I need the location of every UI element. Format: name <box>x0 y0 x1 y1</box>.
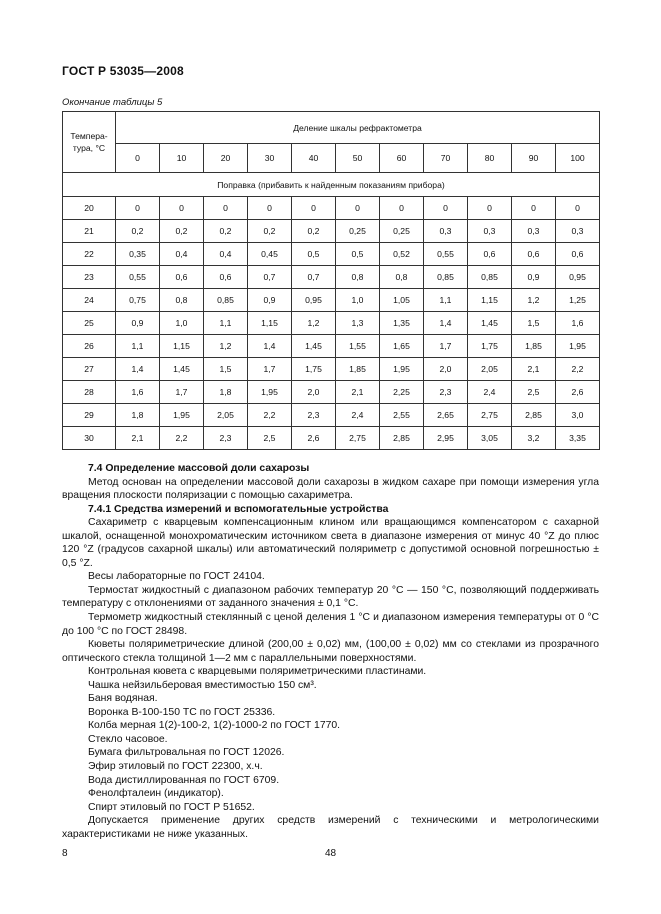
correction-cell: 2,3 <box>204 427 248 450</box>
correction-cell: 2,2 <box>556 358 600 381</box>
table-row <box>63 381 600 404</box>
correction-cell: 1,2 <box>512 289 556 312</box>
division-header-cell: 40 <box>292 144 336 173</box>
paragraph: Термостат жидкостный с диапазоном рабочих температур 20 °С — 150 °С, позволяющий поддерживать температуру с отклонениями от заданного значения ± 0,1 °С. <box>62 584 599 610</box>
temperature-cell: 28 <box>63 381 116 404</box>
correction-cell: 1,85 <box>512 335 556 358</box>
table-row <box>63 358 600 381</box>
temperature-cell: 23 <box>63 266 116 289</box>
correction-cell: 0,9 <box>248 289 292 312</box>
correction-cell: 0,8 <box>160 289 204 312</box>
paragraph: Вода дистиллированная по ГОСТ 6709. <box>88 774 280 786</box>
correction-cell: 1,55 <box>336 335 380 358</box>
correction-cell: 0 <box>204 197 248 220</box>
correction-cell: 2,95 <box>424 427 468 450</box>
paragraph: Баня водяная. <box>88 693 158 705</box>
correction-cell: 1,2 <box>204 335 248 358</box>
division-header-cell: 70 <box>424 144 468 173</box>
correction-cell: 0,3 <box>424 220 468 243</box>
correction-cell: 0 <box>160 197 204 220</box>
correction-cell: 0,52 <box>380 243 424 266</box>
correction-cell: 1,25 <box>556 289 600 312</box>
correction-cell: 1,6 <box>116 381 160 404</box>
correction-cell: 1,5 <box>512 312 556 335</box>
paragraph: Весы лабораторные по ГОСТ 24104. <box>88 571 265 583</box>
paragraph: Сахариметр с кварцевым компенсационным клином или вращающимся компенсатором с сахарной шкалой, оснащенной монохроматическим источником света в диапазоне измерения от минус 40 °Z до плюс 120 °Z (градусов сахарной шкалы) или автоматический поляриметр с допустимой основной погрешностью ± 0,5 °Z. <box>62 517 599 569</box>
correction-cell: 1,5 <box>204 358 248 381</box>
correction-cell: 0,2 <box>204 220 248 243</box>
correction-cell: 1,75 <box>292 358 336 381</box>
correction-cell: 1,7 <box>424 335 468 358</box>
division-header-cell: 0 <box>116 144 160 173</box>
correction-cell: 1,8 <box>116 404 160 427</box>
correction-cell: 1,7 <box>248 358 292 381</box>
division-header-cell: 80 <box>468 144 512 173</box>
correction-cell: 1,4 <box>116 358 160 381</box>
correction-cell: 0,5 <box>336 243 380 266</box>
correction-table <box>62 111 600 450</box>
correction-cell: 1,4 <box>424 312 468 335</box>
division-header-cell: 60 <box>380 144 424 173</box>
table-row <box>63 266 600 289</box>
correction-cell: 2,85 <box>380 427 424 450</box>
subsection-title: 7.4.1 Средства измерений и вспомогательные устройства <box>88 503 389 515</box>
correction-cell: 2,4 <box>468 381 512 404</box>
correction-cell: 2,3 <box>292 404 336 427</box>
correction-cell: 1,1 <box>204 312 248 335</box>
page-number-left: 8 <box>62 848 68 859</box>
division-header-cell: 90 <box>512 144 556 173</box>
correction-cell: 3,0 <box>556 404 600 427</box>
correction-cell: 2,55 <box>380 404 424 427</box>
temperature-cell: 30 <box>63 427 116 450</box>
table-row <box>63 404 600 427</box>
correction-cell: 0,8 <box>336 266 380 289</box>
correction-cell: 2,65 <box>424 404 468 427</box>
correction-cell: 2,5 <box>248 427 292 450</box>
correction-cell: 0,6 <box>468 243 512 266</box>
correction-cell: 0 <box>424 197 468 220</box>
correction-cell: 0,3 <box>556 220 600 243</box>
correction-cell: 1,95 <box>380 358 424 381</box>
correction-cell: 2,75 <box>468 404 512 427</box>
correction-cell: 0,45 <box>248 243 292 266</box>
paragraph: Эфир этиловый по ГОСТ 22300, х.ч. <box>88 761 263 773</box>
correction-cell: 0,4 <box>160 243 204 266</box>
paragraph: Допускается применение других средств измерений с техническими и метрологическими характеристиками не ниже указанных. <box>62 815 599 840</box>
paragraph: Воронка В-100-150 ТС по ГОСТ 25336. <box>88 706 276 718</box>
correction-cell: 1,75 <box>468 335 512 358</box>
correction-cell: 1,95 <box>160 404 204 427</box>
table-row <box>63 220 600 243</box>
correction-cell: 0,6 <box>204 266 248 289</box>
correction-cell: 0,3 <box>468 220 512 243</box>
correction-cell: 2,2 <box>160 427 204 450</box>
table-row <box>63 243 600 266</box>
temperature-cell: 21 <box>63 220 116 243</box>
correction-cell: 2,25 <box>380 381 424 404</box>
correction-cell: 0,95 <box>556 266 600 289</box>
correction-cell: 1,35 <box>380 312 424 335</box>
correction-cell: 1,45 <box>292 335 336 358</box>
correction-cell: 0,85 <box>204 289 248 312</box>
scale-header: Деление шкалы рефрактометра <box>116 112 600 144</box>
table-caption: Окончание таблицы 5 <box>62 97 163 108</box>
division-header-cell: 100 <box>556 144 600 173</box>
correction-cell: 0,55 <box>424 243 468 266</box>
correction-cell: 1,6 <box>556 312 600 335</box>
table-row <box>63 312 600 335</box>
division-header-cell: 20 <box>204 144 248 173</box>
correction-cell: 0,2 <box>248 220 292 243</box>
paragraph: Бумага фильтровальная по ГОСТ 12026. <box>88 747 285 759</box>
correction-cell: 0,55 <box>116 266 160 289</box>
division-header-cell: 50 <box>336 144 380 173</box>
correction-cell: 0 <box>468 197 512 220</box>
correction-cell: 1,8 <box>204 381 248 404</box>
correction-cell: 2,1 <box>512 358 556 381</box>
correction-cell: 0 <box>512 197 556 220</box>
temperature-cell: 29 <box>63 404 116 427</box>
correction-cell: 0 <box>248 197 292 220</box>
correction-cell: 1,1 <box>116 335 160 358</box>
division-header-cell: 30 <box>248 144 292 173</box>
correction-cell: 2,6 <box>292 427 336 450</box>
body-text <box>62 462 599 841</box>
correction-cell: 1,05 <box>380 289 424 312</box>
paragraph: Фенолфталеин (индикатор). <box>88 788 224 800</box>
correction-cell: 2,1 <box>116 427 160 450</box>
correction-cell: 0,6 <box>556 243 600 266</box>
paragraph: Стекло часовое. <box>88 733 168 745</box>
paragraph: Кюветы поляриметрические длиной (200,00 ± 0,02) мм, (100,00 ± 0,02) мм со стеклами из прозрачного оптического стекла толщиной 1—2 мм с параллельными поверхностями. <box>62 639 599 664</box>
correction-cell: 0,75 <box>116 289 160 312</box>
paragraph: Спирт этиловый по ГОСТ Р 51652. <box>88 801 255 813</box>
table-row <box>63 197 600 220</box>
correction-cell: 0,2 <box>116 220 160 243</box>
correction-cell: 2,05 <box>468 358 512 381</box>
division-header-cell: 10 <box>160 144 204 173</box>
correction-cell: 2,4 <box>336 404 380 427</box>
correction-cell: 2,6 <box>556 381 600 404</box>
table-row <box>63 335 600 358</box>
correction-cell: 2,05 <box>204 404 248 427</box>
standard-header: ГОСТ Р 53035—2008 <box>62 64 184 78</box>
correction-cell: 1,95 <box>248 381 292 404</box>
correction-cell: 0,5 <box>292 243 336 266</box>
correction-subheader: Поправка (прибавить к найденным показаниям прибора) <box>63 173 600 197</box>
correction-cell: 0,9 <box>512 266 556 289</box>
correction-cell: 3,35 <box>556 427 600 450</box>
correction-cell: 0,35 <box>116 243 160 266</box>
correction-cell: 1,3 <box>336 312 380 335</box>
correction-cell: 1,15 <box>160 335 204 358</box>
temperature-cell: 24 <box>63 289 116 312</box>
correction-cell: 0,4 <box>204 243 248 266</box>
correction-cell: 0,25 <box>336 220 380 243</box>
correction-cell: 1,1 <box>424 289 468 312</box>
correction-cell: 2,5 <box>512 381 556 404</box>
paragraph: Метод основан на определении массовой доли сахарозы в жидком сахаре при помощи измерения угла вращения плоскости поляризации с помощью сахариметра. <box>62 476 599 502</box>
page-number-center: 48 <box>324 848 337 859</box>
correction-cell: 3,2 <box>512 427 556 450</box>
correction-cell: 1,2 <box>292 312 336 335</box>
correction-cell: 0,6 <box>160 266 204 289</box>
correction-cell: 0 <box>116 197 160 220</box>
correction-cell: 1,0 <box>336 289 380 312</box>
paragraph: Чашка нейзильберовая вместимостью 150 см³. <box>88 679 317 691</box>
correction-cell: 0,85 <box>468 266 512 289</box>
correction-cell: 0,3 <box>512 220 556 243</box>
correction-cell: 2,3 <box>424 381 468 404</box>
correction-cell: 0,7 <box>248 266 292 289</box>
section-title: 7.4 Определение массовой доли сахарозы <box>88 463 310 474</box>
correction-cell: 1,45 <box>468 312 512 335</box>
correction-cell: 2,1 <box>336 381 380 404</box>
correction-cell: 1,7 <box>160 381 204 404</box>
correction-cell: 2,0 <box>424 358 468 381</box>
temperature-cell: 22 <box>63 243 116 266</box>
correction-cell: 0,85 <box>424 266 468 289</box>
correction-cell: 0,95 <box>292 289 336 312</box>
correction-cell: 0 <box>380 197 424 220</box>
paragraph: Термометр жидкостный стеклянный с ценой деления 1 °С и диапазоном измерения температуры от 0 °С до 100 °С по ГОСТ 28498. <box>62 612 599 637</box>
correction-cell: 0,8 <box>380 266 424 289</box>
correction-cell: 3,05 <box>468 427 512 450</box>
correction-cell: 1,15 <box>248 312 292 335</box>
paragraph: Контрольная кювета с кварцевыми поляриметрическими пластинами. <box>88 666 427 678</box>
correction-cell: 0,9 <box>116 312 160 335</box>
correction-cell: 0 <box>292 197 336 220</box>
correction-cell: 2,0 <box>292 381 336 404</box>
correction-cell: 0,6 <box>512 243 556 266</box>
temperature-cell: 20 <box>63 197 116 220</box>
correction-cell: 0,25 <box>380 220 424 243</box>
temperature-cell: 26 <box>63 335 116 358</box>
correction-cell: 1,85 <box>336 358 380 381</box>
paragraph: Колба мерная 1(2)-100-2, 1(2)-1000-2 по ГОСТ 1770. <box>88 720 341 732</box>
temperature-cell: 25 <box>63 312 116 335</box>
correction-cell: 1,4 <box>248 335 292 358</box>
correction-cell: 0,2 <box>160 220 204 243</box>
correction-cell: 1,65 <box>380 335 424 358</box>
table-row <box>63 427 600 450</box>
correction-cell: 2,85 <box>512 404 556 427</box>
correction-cell: 2,75 <box>336 427 380 450</box>
correction-cell: 0 <box>556 197 600 220</box>
correction-cell: 1,45 <box>160 358 204 381</box>
correction-cell: 0,2 <box>292 220 336 243</box>
correction-cell: 1,15 <box>468 289 512 312</box>
temperature-cell: 27 <box>63 358 116 381</box>
correction-cell: 1,0 <box>160 312 204 335</box>
correction-cell: 0,7 <box>292 266 336 289</box>
correction-cell: 0 <box>336 197 380 220</box>
correction-cell: 2,2 <box>248 404 292 427</box>
table-row <box>63 289 600 312</box>
temperature-header: Темпера-тура, °С <box>63 112 116 173</box>
correction-cell: 1,95 <box>556 335 600 358</box>
